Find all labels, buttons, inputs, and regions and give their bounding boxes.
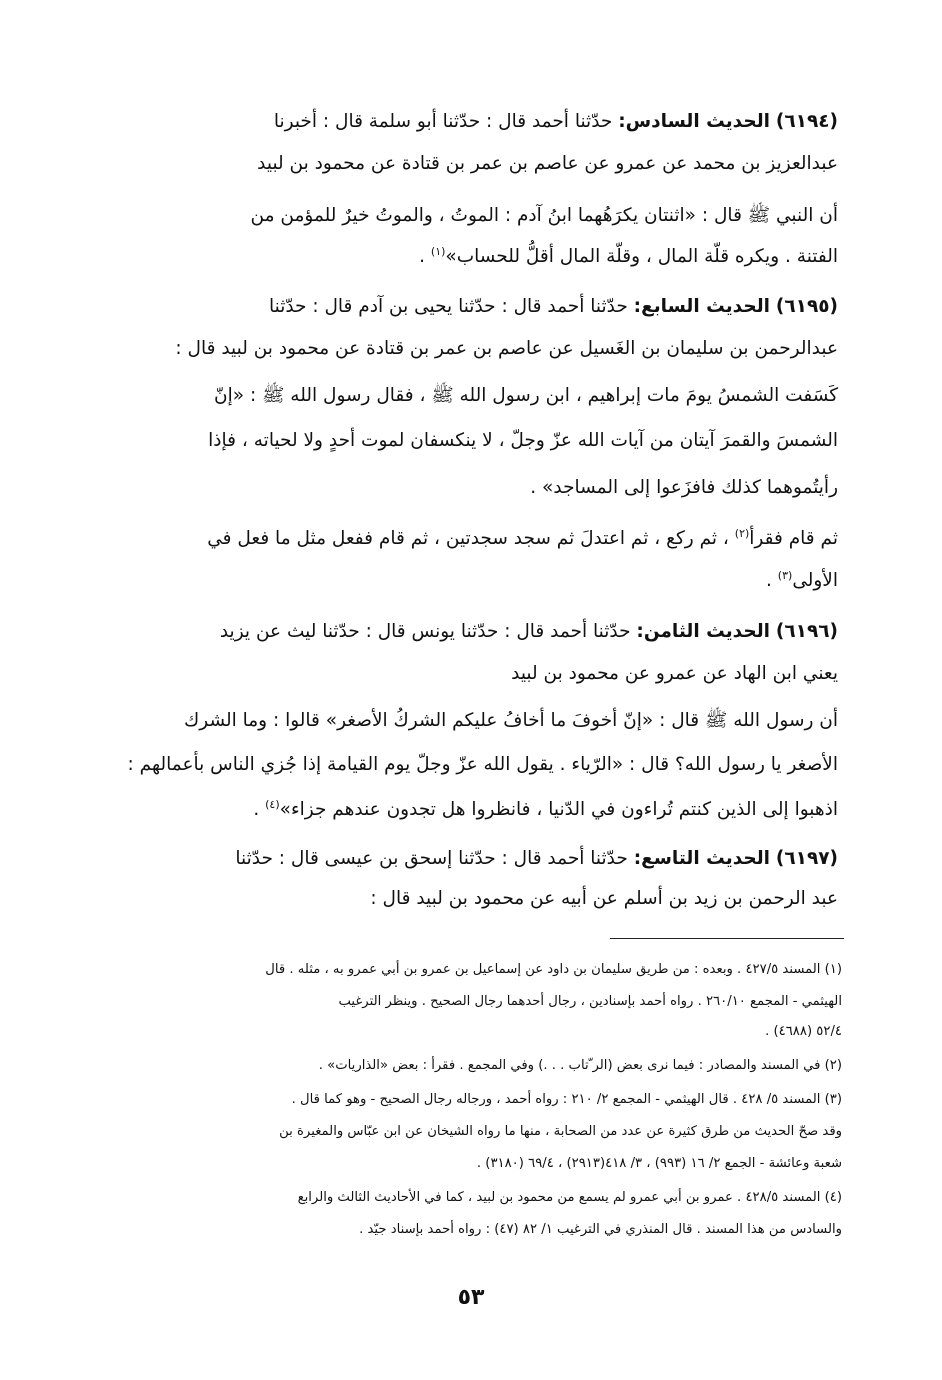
footnote-ref: (١) (430, 245, 446, 258)
hadith-6196-isnad-line-2: يعني ابن الهاد عن عمرو عن محمود بن لبيد (511, 663, 838, 684)
hadith-6194-isnad-line-2: عبدالعزيز بن محمد عن عمرو عن عاصم بن عمر بن قتادة عن محمود بن لبيد (257, 153, 838, 174)
hadith-number: (٦١٩٥) (775, 296, 838, 317)
hadith-6195-isnad-line-1 (269, 296, 838, 317)
isnad-text: حدّثنا أحمد قال : حدّثنا يحيى بن آدم قال : حدّثنا (268, 296, 628, 317)
hadith-heading: الحديث الثامن: (636, 621, 770, 642)
continuation-text: ثم قام فقرأ (749, 528, 838, 550)
hadith-6194-matn-line-1: أن النبي ﷺ قال : «اثنتان يكرَهُهما ابنُ آدم : الموتُ ، والموتُ خيرٌ للمؤمن من (250, 205, 838, 226)
hadith-6194-matn-line-2 (419, 245, 838, 267)
footnote-3-line-2: وقد صحّ الحديث من طرق كثيرة عن عدد من الصحابة ، منها ما رواه الشيخان عن ابن عبّاس والمغيرة بن (279, 1124, 842, 1139)
footnote-1-line-3: ٥٢/٤ (٤٦٨٨) . (765, 1024, 842, 1039)
matn-text: اذهبوا إلى الذين كنتم تُراءون في الدّنيا ، فانظروا هل تجدون عندهم جزاء» (279, 799, 838, 821)
footnote-ref: (٤) (265, 798, 280, 811)
hadith-6197-isnad-line-2: عبد الرحمن بن زيد بن أسلم عن أبيه عن محمود بن لبيد قال : (370, 888, 838, 909)
footnote-2-line-1: (٢) في المسند والمصادر : فيما نرى بعض (الر ّتاب . . .) وفي المجمع . فقرأ : بعض «الذاريات» . (318, 1058, 842, 1073)
hadith-heading: الحديث السادس: (618, 111, 770, 132)
continuation-end: . (766, 570, 778, 592)
footnote-ref: (٣) (777, 569, 793, 582)
footnote-1-line-1: (١) المسند ٤٢٧/٥ . وبعده : من طريق سليمان بن داود عن إسماعيل بن عمرو بن أبي عمرو به ، مثله . قال (265, 962, 842, 977)
page-number: ٥٣ (457, 1285, 485, 1310)
hadith-number: (٦١٩٤) (775, 111, 838, 132)
footnote-3-line-1: (٣) المسند ٥/ ٤٢٨ . قال الهيثمي - المجمع ٢/ ٢١٠ : رواه أحمد ، ورجاله رجال الصحيح - وهو كما قال . (291, 1092, 842, 1107)
hadith-6196-isnad-line-1 (220, 621, 838, 642)
footnote-ref: (٢) (734, 527, 750, 540)
isnad-text: حدّثنا أحمد قال : حدّثنا إسحق بن عيسى قال : حدّثنا (235, 848, 628, 869)
continuation-text: الأولى (792, 570, 838, 592)
continuation-text: ، ثم ركع ، ثم اعتدلَ ثم سجد سجدتين ، ثم قام ففعل مثل ما فعل في (207, 528, 735, 550)
hadith-6194-isnad-line-1 (274, 111, 838, 132)
hadith-6195-continuation-line-2 (766, 569, 838, 591)
hadith-heading: الحديث السابع: (633, 296, 770, 317)
hadith-6195-matn-line-3: رأيتُموهما كذلك فافزَعوا إلى المساجد» . (530, 477, 838, 498)
footnote-4-line-1: (٤) المسند ٤٢٨/٥ . عمرو بن أبي عمرو لم يسمع من محمود بن لبيد ، كما في الأحاديث الثالث والرابع (297, 1190, 842, 1205)
hadith-6195-matn-line-1: كَسَفت الشمسُ يومَ مات إبراهيم ، ابن رسول الله ﷺ ، فقال رسول الله ﷺ : «إنّ (214, 385, 838, 406)
hadith-6195-matn-line-2: الشمسَ والقمرَ آيتان من آيات الله عزّ وجلّ ، لا ينكسفان لموت أحدٍ ولا لحياته ، فإذا (208, 430, 838, 451)
matn-text: الفتنة . ويكره قلّة المال ، وقلّة المال أقلُّ للحساب» (445, 246, 838, 268)
isnad-text: حدّثنا أحمد قال : حدّثنا أبو سلمة قال : أخبرنا (273, 111, 613, 132)
footnote-1-line-2: الهيثمي - المجمع ٢٦٠/١٠ . رواه أحمد بإسنادين ، رجال أحدهما رجال الصحيح . وينظر الترغيب (338, 994, 842, 1009)
isnad-text: حدّثنا أحمد قال : حدّثنا يونس قال : حدّثنا ليث عن يزيد (219, 621, 631, 642)
matn-end: . (253, 799, 266, 821)
hadith-6196-matn-line-2: الأصغر يا رسول الله؟ قال : «الرّياء . يقول الله عزّ وجلّ يوم القيامة إذا جُزي الناس بأعمالهم : (127, 754, 838, 775)
hadith-6196-matn-line-1: أن رسول الله ﷺ قال : «إنّ أخوفَ ما أخافُ عليكم الشركُ الأصغر» قالوا : وما الشرك (184, 710, 838, 731)
matn-end: . (419, 246, 431, 268)
hadith-6195-continuation-line-1 (207, 527, 838, 549)
footnote-separator (610, 938, 844, 939)
hadith-number: (٦١٩٧) (775, 848, 838, 869)
hadith-number: (٦١٩٦) (775, 621, 838, 642)
footnote-3-line-3: شعبة وعائشة - الجمع ٢/ ١٦ (٩٩٣) ، ٣/ ٤١٨(٢٩١٣) ، ٦٩/٤ (٣١٨٠) . (476, 1156, 842, 1171)
hadith-6197-isnad-line-1 (235, 848, 838, 869)
hadith-heading: الحديث التاسع: (633, 848, 770, 869)
footnote-4-line-2: والسادس من هذا المسند . قال المنذري في الترغيب ١/ ٨٢ (٤٧) : رواه أحمد بإسناد جيّد . (359, 1222, 842, 1237)
hadith-6195-isnad-line-2: عبدالرحمن بن سليمان بن الغَسيل عن عاصم بن عمر بن قتادة عن محمود بن لبيد قال : (175, 338, 838, 359)
hadith-6196-matn-line-3 (253, 798, 838, 820)
